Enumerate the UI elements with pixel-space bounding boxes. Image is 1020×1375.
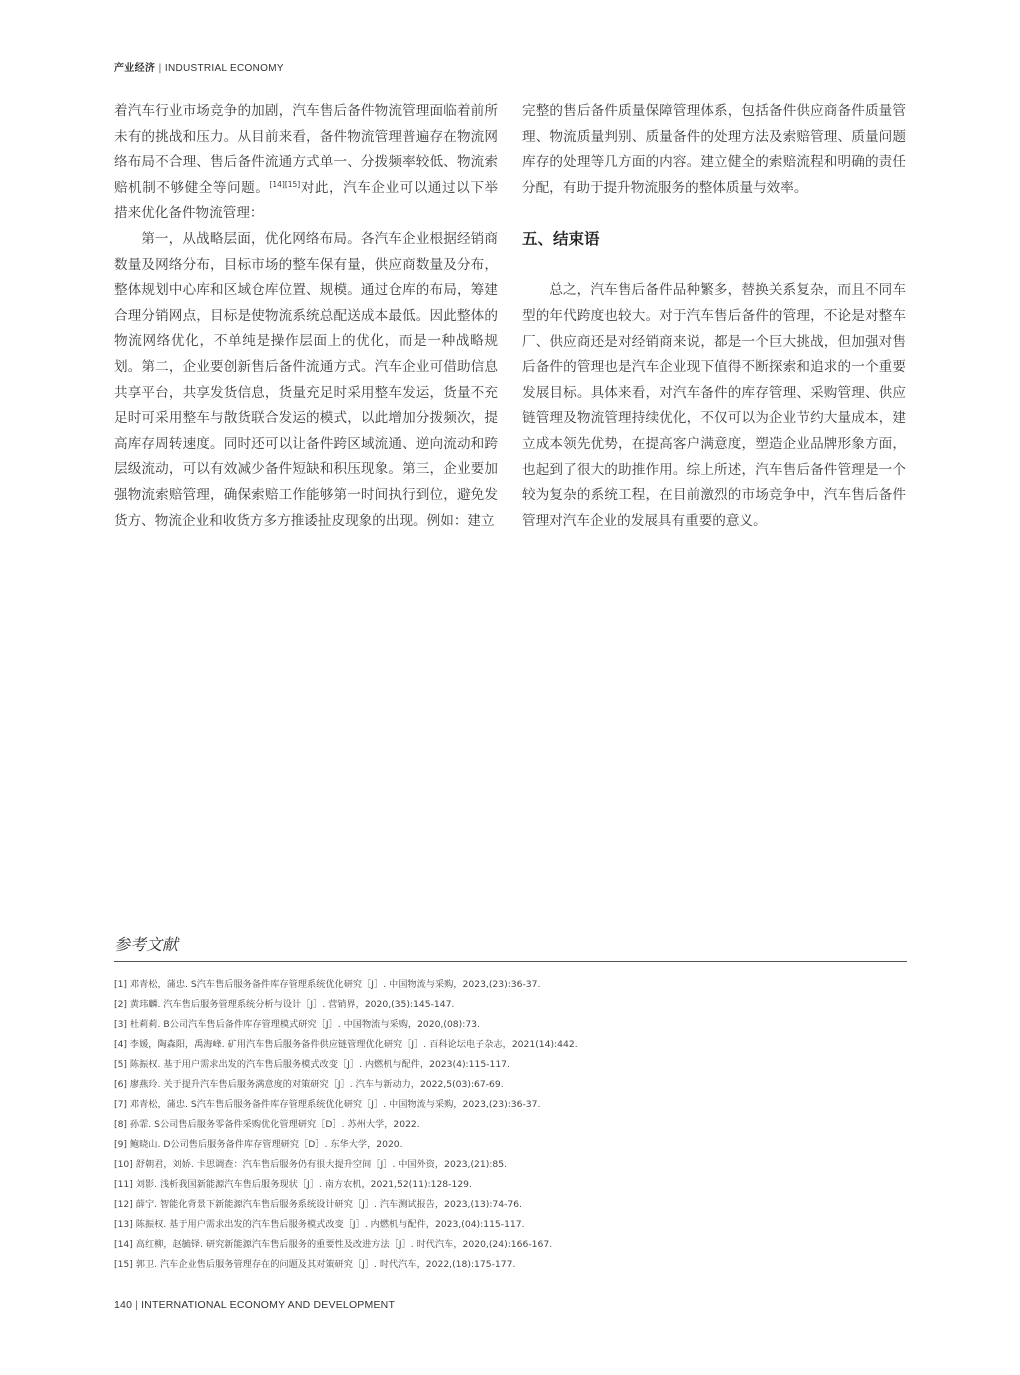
reference-item: [6] 廖燕玲. 关于提升汽车售后服务满意度的对策研究［J］. 汽车与新动力，2022,5(03):67-69. xyxy=(114,1079,504,1090)
reference-item: [2] 黄玮麟. 汽车售后服务管理系统分析与设计［J］. 营销界，2020,(35):145-147. xyxy=(114,999,455,1010)
left-column xyxy=(114,99,498,534)
left-paragraph-2: 第一，从战略层面，优化网络布局。各汽车企业根据经销商数量及网络分布，目标市场的整车保有量，供应商数量及分布，整体规划中心库和区域仓库位置、规模。通过仓库的布局，筹建合理分销网点，目标是使物流系统总配送成本最低。因此整体的物流网络优化，不单纯是操作层面上的优化，而是一种战略规划。第二，企业要创新售后备件流通方式。汽车企业可借助信息共享平台，共享发货信息，货量充足时采用整车发运，货量不充足时可采用整车与散货联合发运的模式，以此增加分拨频次，提高库存周转速度。同时还可以让备件跨区域流通、逆向流动和跨层级流动，可以有效减少备件短缺和积压现象。第三，企业要加强物流索赔管理，确保索赔工作能够第一时间执行到位，避免发货方、物流企业和收货方多方推诿扯皮现象的出现。例如：建立 xyxy=(114,230,498,529)
citation-marker: [14][15] xyxy=(269,179,301,189)
reference-item: [3] 杜莉莉. B公司汽车售后备件库存管理模式研究［J］. 中国物流与采购，2020,(08):73. xyxy=(114,1019,480,1030)
reference-item: [10] 舒朝君，刘娇. 卡思调查：汽车售后服务仍有很大提升空间［J］. 中国外资，2023,(21):85. xyxy=(114,1159,508,1170)
right-column xyxy=(522,99,906,534)
left-paragraph-1-text: 着汽车行业市场竞争的加剧，汽车售后备件物流管理面临着前所未有的挑战和压力。从目前来看，备件物流管理普遍存在物流网络布局不合理、售后备件流通方式单一、分拨频率较低、物流索赔机制不够健全等问题。 xyxy=(114,103,498,196)
running-header xyxy=(114,59,284,74)
reference-item: [14] 高红柳，赵毓铎. 研究新能源汽车售后服务的重要性及改进方法［J］. 时代汽车，2020,(24):166-167. xyxy=(114,1239,553,1250)
reference-item: [15] 郭卫. 汽车企业售后服务管理存在的问题及其对策研究［J］. 时代汽车，2022,(18):175-177. xyxy=(114,1259,516,1270)
running-footer xyxy=(114,1299,395,1311)
reference-item: [7] 邓青松，蒲忠. S汽车售后服务备件库存管理系统优化研究［J］. 中国物流与采购，2023,(23):36-37. xyxy=(114,1099,541,1110)
references-section xyxy=(114,933,907,1275)
reference-item: [12] 薛宁. 智能化背景下新能源汽车售后服务系统设计研究［J］. 汽车测试报告，2023,(13):74-76. xyxy=(114,1199,523,1210)
journal-name: INTERNATIONAL ECONOMY AND DEVELOPMENT xyxy=(141,1299,396,1311)
header-section-en: INDUSTRIAL ECONOMY xyxy=(164,63,284,74)
page-number: 140 xyxy=(114,1299,133,1311)
footer-separator: | xyxy=(135,1299,139,1311)
right-paragraph-1: 完整的售后备件质量保障管理体系，包括备件供应商备件质量管理、物流质量判别、质量备件的处理方法及索赔管理、质量问题库存的处理等几方面的内容。建立健全的索赔流程和明确的责任分配，有助于提升物流服务的整体质量与效率。 xyxy=(522,103,906,196)
reference-item: [5] 陈振权. 基于用户需求出发的汽车售后服务模式改变［J］. 内燃机与配件，2023(4):115-117. xyxy=(114,1059,510,1070)
reference-item: [4] 李媛，陶森阳，禹海峰. 矿用汽车售后服务备件供应链管理优化研究［J］. 百科论坛电子杂志，2021(14):442. xyxy=(114,1039,578,1050)
header-section-cn: 产业经济 xyxy=(114,63,156,74)
reference-item: [8] 孙霏. S公司售后服务零备件采购优化管理研究［D］. 苏州大学，2022. xyxy=(114,1119,420,1130)
references-title: 参考文献 xyxy=(114,933,907,962)
reference-item: [1] 邓青松，蒲忠. S汽车售后服务备件库存管理系统优化研究［J］. 中国物流与采购，2023,(23):36-37. xyxy=(114,979,541,990)
conclusion-paragraph: 总之，汽车售后备件品种繁多，替换关系复杂，而且不同车型的年代跨度也较大。对于汽车售后备件的管理，不论是对整车厂、供应商还是对经销商来说，都是一个巨大挑战，但加强对售后备件的管理也是汽车企业现下值得不断探索和追求的一个重要发展目标。具体来看，对汽车备件的库存管理、采购管理、供应链管理及物流管理持续优化，不仅可以为企业节约大量成本，建立成本领先优势，在提高客户满意度，塑造企业品牌形象方面，也起到了很大的助推作用。综上所述，汽车售后备件管理是一个较为复杂的系统工程，在目前激烈的市场竞争中，汽车售后备件管理对汽车企业的发展具有重要的意义。 xyxy=(522,282,906,529)
section-heading-conclusion: 五、结束语 xyxy=(522,230,600,249)
left-paragraph-1-continuation: 对此，汽车企业可以通过以下举措来优化备件物流管理： xyxy=(114,179,499,222)
header-separator: | xyxy=(158,63,162,74)
references-list xyxy=(114,975,907,1275)
reference-item: [9] 鲍晓山. D公司售后服务备件库存管理研究［D］. 东华大学，2020. xyxy=(114,1139,403,1150)
left-paragraph-1 xyxy=(114,99,498,227)
reference-item: [11] 刘影. 浅析我国新能源汽车售后服务现状［J］. 南方农机，2021,52(11):128-129. xyxy=(114,1179,472,1190)
reference-item: [13] 陈振权. 基于用户需求出发的汽车售后服务模式改变［J］. 内燃机与配件，2023,(04):115-117. xyxy=(114,1219,525,1230)
